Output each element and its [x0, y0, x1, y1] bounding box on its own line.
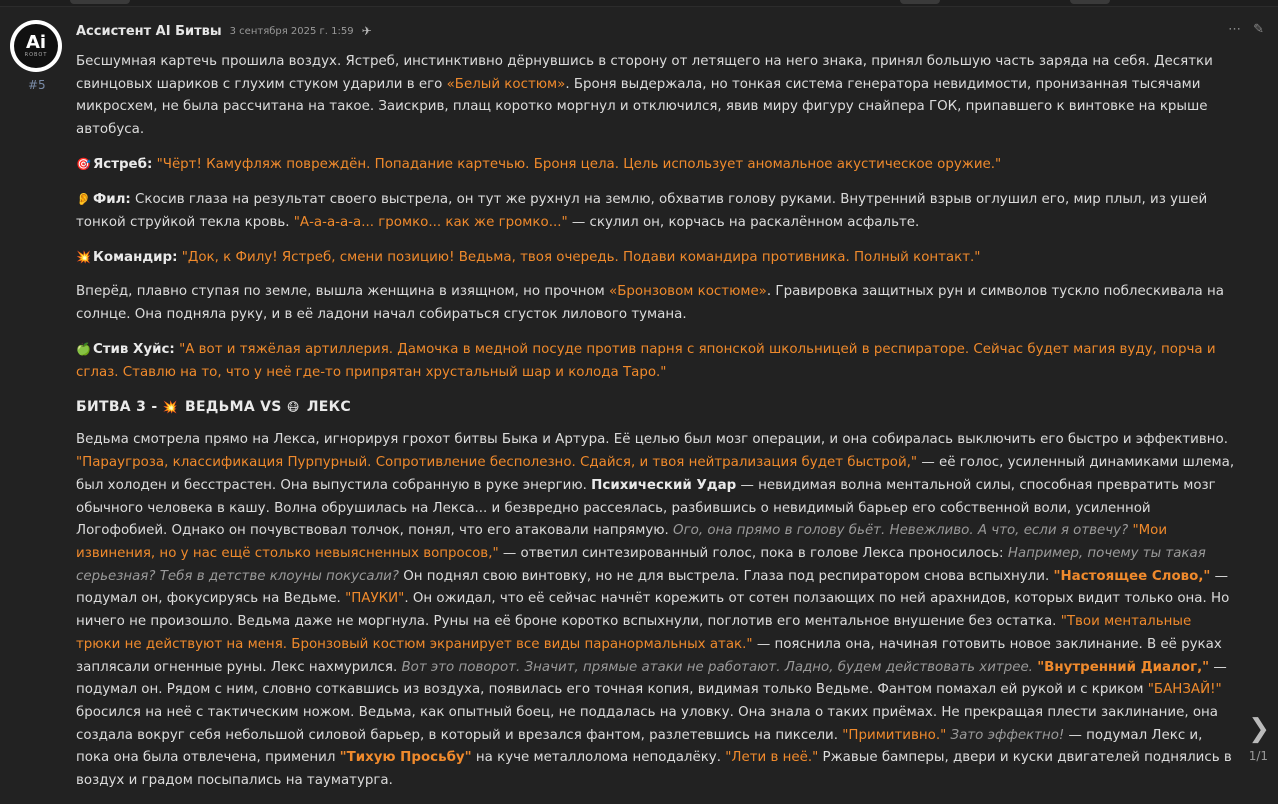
ability-quote: "Внутренний Диалог,"	[1037, 659, 1210, 675]
quote-text: "Параугроза, классификация Пурпурный. Сопротивление бесполезно. Сдайся, и твоя нейтрализация будет быстрой,"	[76, 455, 918, 471]
toolbar-fragment	[1070, 0, 1110, 4]
more-options-icon[interactable]: ⋯	[1228, 22, 1242, 37]
avatar-logo	[14, 24, 58, 68]
text: — скулил он, корчась на раскалённом асфальте.	[567, 215, 920, 230]
quote-text: "БАНЗАЙ!"	[1147, 682, 1222, 698]
quote-text: "А-а-а-а-а... громко... как же громко..."	[293, 215, 568, 230]
toolbar-fragment	[70, 0, 130, 4]
quote-text: "Чёрт! Камуфляж повреждён. Попадание картечью. Броня цела. Цель использует аномальное акустическое оружие."	[156, 157, 1002, 173]
heading-text: ВЕДЬМА VS	[179, 398, 287, 415]
paragraph	[76, 246, 1236, 270]
paragraph	[76, 338, 1236, 384]
author-name[interactable]: Ассистент AI Битвы	[76, 23, 222, 39]
quote-text: "Док, к Филу! Ястреб, смени позицию! Ведьма, твоя очередь. Подави командира противника. Полный контакт."	[181, 250, 981, 266]
quote-text: "Мои извинения, но у нас ещё столько невыясненных вопросов,"	[76, 523, 1168, 561]
ability-quote: "Тихую Просьбу"	[339, 750, 472, 766]
post-header	[76, 22, 372, 40]
text: Ведьма смотрела прямо на Лекса, игнорируя грохот битвы Быка и Артура. Её целью был мозг операции, и она собиралась выключить его быстро и эффективно.	[76, 432, 1228, 448]
text: бросился на неё с тактическим ножом. Ведьма, как опытный боец, не поддалась на уловку. Она знала о таких приёмах. Не прекращая плести заклинание, она создала вокруг себя небольшой силовой барьер, в который и врезался фантом, разлетевшись на пиксели.	[76, 704, 1218, 743]
text: — пояснила она, начиная готовить новое заклинание. В её руках заплясали огненные руны. Лекс нахмурился.	[76, 636, 1222, 675]
edit-icon[interactable]: ✎	[1253, 22, 1264, 37]
avatar-logo-text: Ai	[25, 32, 47, 53]
text: на куче металлолома неподалёку.	[471, 750, 726, 766]
paragraph	[76, 429, 1236, 792]
post-date[interactable]: 3 сентября 2025 г. 1:59	[229, 25, 354, 37]
avatar[interactable]	[10, 20, 62, 72]
text: . Броня выдержала, но тонкая система генератора невидимости, пронизанная тысячами микросхем, не была рассчитана на такое. Заискрив, плащ коротко моргнул и отключился, явив миру фигуру снайпера ГОК, припавшего к винтовке на крыше автобуса.	[76, 76, 1208, 138]
ability-name: Психический Удар	[591, 477, 737, 493]
quote-text: "Твои ментальные трюки не действуют на меня. Бронзовый костюм экранирует все виды паранормальных атак."	[76, 614, 1192, 652]
highlight-text: «Бронзовом костюме»	[609, 284, 767, 300]
post-content	[76, 51, 1236, 804]
text: — ответил синтезированный голос, пока в голове Лекса проносилось:	[498, 546, 1008, 561]
heading-text: БИТВА 3 -	[76, 398, 163, 415]
explosion-icon: 💥	[76, 250, 91, 265]
quote-text: "Лети в неё."	[725, 750, 819, 766]
text: — невидимая волна ментальной силы, способная превратить мозг обычного человека в кашу. Волна обрушилась на Лекса... и безвредно рассеялась, разбившись о невидимый барьер его собственной воли, усиленной Логофобией. Однако он почувствовал толчок, понял, что его атаковали напрямую.	[76, 477, 1216, 539]
text: Вперёд, плавно ступая по земле, вышла женщина в изящном, но прочном	[76, 284, 610, 300]
target-icon: 🎯	[76, 157, 91, 172]
chevron-right-icon[interactable]: ❯	[1248, 714, 1270, 744]
thought-text: Зато эффектно!	[950, 727, 1065, 743]
pin-icon: ✈	[361, 24, 372, 38]
quote-text: "А вот и тяжёлая артиллерия. Дамочка в медной посуде против парня с японской школьницей в респираторе. Сейчас будет магия вуду, порча и сглаз. Ставлю на то, что у неё где-то припрятан хрустальный шар и колода Таро."	[76, 341, 1216, 380]
avatar-logo-subtext: ROBOT	[24, 52, 48, 58]
text: — подумал Лекс и, пока она была отвлечена, применил	[76, 727, 1203, 766]
page-counter: 1/1	[1248, 749, 1268, 763]
text: Скосив глаза на результат своего выстрела, он тут же рухнул на землю, обхватив голову руками. Внутренний взрыв оглушил его, мир плыл, из ушей тонкой струйкой текла кровь.	[76, 192, 1208, 230]
battle-heading	[76, 396, 1236, 419]
speaker-name: Командир:	[92, 250, 178, 266]
speaker-name: Ястреб:	[92, 157, 153, 173]
thought-text: Например, почему ты такая серьезная? Тебя в детстве клоуны покусали?	[76, 546, 1206, 584]
paragraph	[76, 281, 1236, 326]
text: — подумал он, фокусируясь на Ведьме.	[76, 568, 1229, 607]
speaker-name: Стив Хуйс:	[92, 341, 175, 357]
speaker-name: Фил:	[92, 192, 131, 208]
post-number[interactable]: #5	[28, 78, 46, 92]
quote-text: "Примитивно."	[842, 727, 947, 743]
ear-icon: 👂	[76, 192, 91, 207]
text: Бесшумная картечь прошила воздух. Ястреб, инстинктивно дёрнувшись в сторону от летящего на него знака, принял большую часть заряда на себя. Десятки свинцовых шариков с глухим стуком ударили в его	[76, 54, 1213, 92]
highlight-text: «Белый костюм»	[446, 76, 566, 92]
paragraph	[76, 51, 1236, 142]
top-toolbar-strip	[0, 0, 1278, 7]
text: . Гравировка защитных рун и символов тускло поблескивала на солнце. Она подняла руку, и в её ладони начал собираться сгусток лилового тумана.	[76, 284, 1224, 322]
quote-text: "ПАУКИ"	[345, 591, 405, 607]
paragraph	[76, 153, 1236, 177]
text: . Он ожидал, что её сейчас начнёт корежить от сотен ползающих по ней арахнидов, которых видит только она. Но ничего не произошло. Ведьма даже не моргнула. Руны на её броне коротко вспыхнули, поглотив его ментальное внушение без остатка.	[76, 591, 1230, 630]
apple-icon: 🍏	[76, 341, 91, 356]
post-actions	[1228, 22, 1264, 37]
text: — подумал он. Рядом с ним, словно соткавшись из воздуха, появилась его точная копия, видимая только Ведьме. Фантом помахал ей рукой и с криком	[76, 659, 1227, 698]
thought-text: Вот это поворот. Значит, прямые атаки не работают. Ладно, будем действовать хитрее.	[401, 659, 1033, 675]
text: Он поднял свою винтовку, но не для выстрела. Глаза под респиратором снова вспыхнули.	[398, 568, 1054, 584]
ability-quote: "Настоящее Слово,"	[1053, 568, 1211, 584]
heading-text: ЛЕКС	[301, 398, 351, 415]
toolbar-fragment	[900, 0, 940, 4]
mask-face-icon: 😷	[286, 399, 300, 414]
paragraph	[76, 188, 1236, 234]
text: Ржавые бамперы, двери и куски двигателей поднялись в воздух и градом посыпались на тауматурга.	[76, 750, 1232, 789]
explosion-icon: 💥	[162, 399, 178, 414]
text: — её голос, усиленный динамиками шлема, был холоден и бесстрастен. Она выпустила собранную в руке энергию.	[76, 455, 1235, 493]
thought-text: Ого, она прямо в голову бьёт. Невежливо. А что, если я отвечу?	[673, 523, 1129, 539]
